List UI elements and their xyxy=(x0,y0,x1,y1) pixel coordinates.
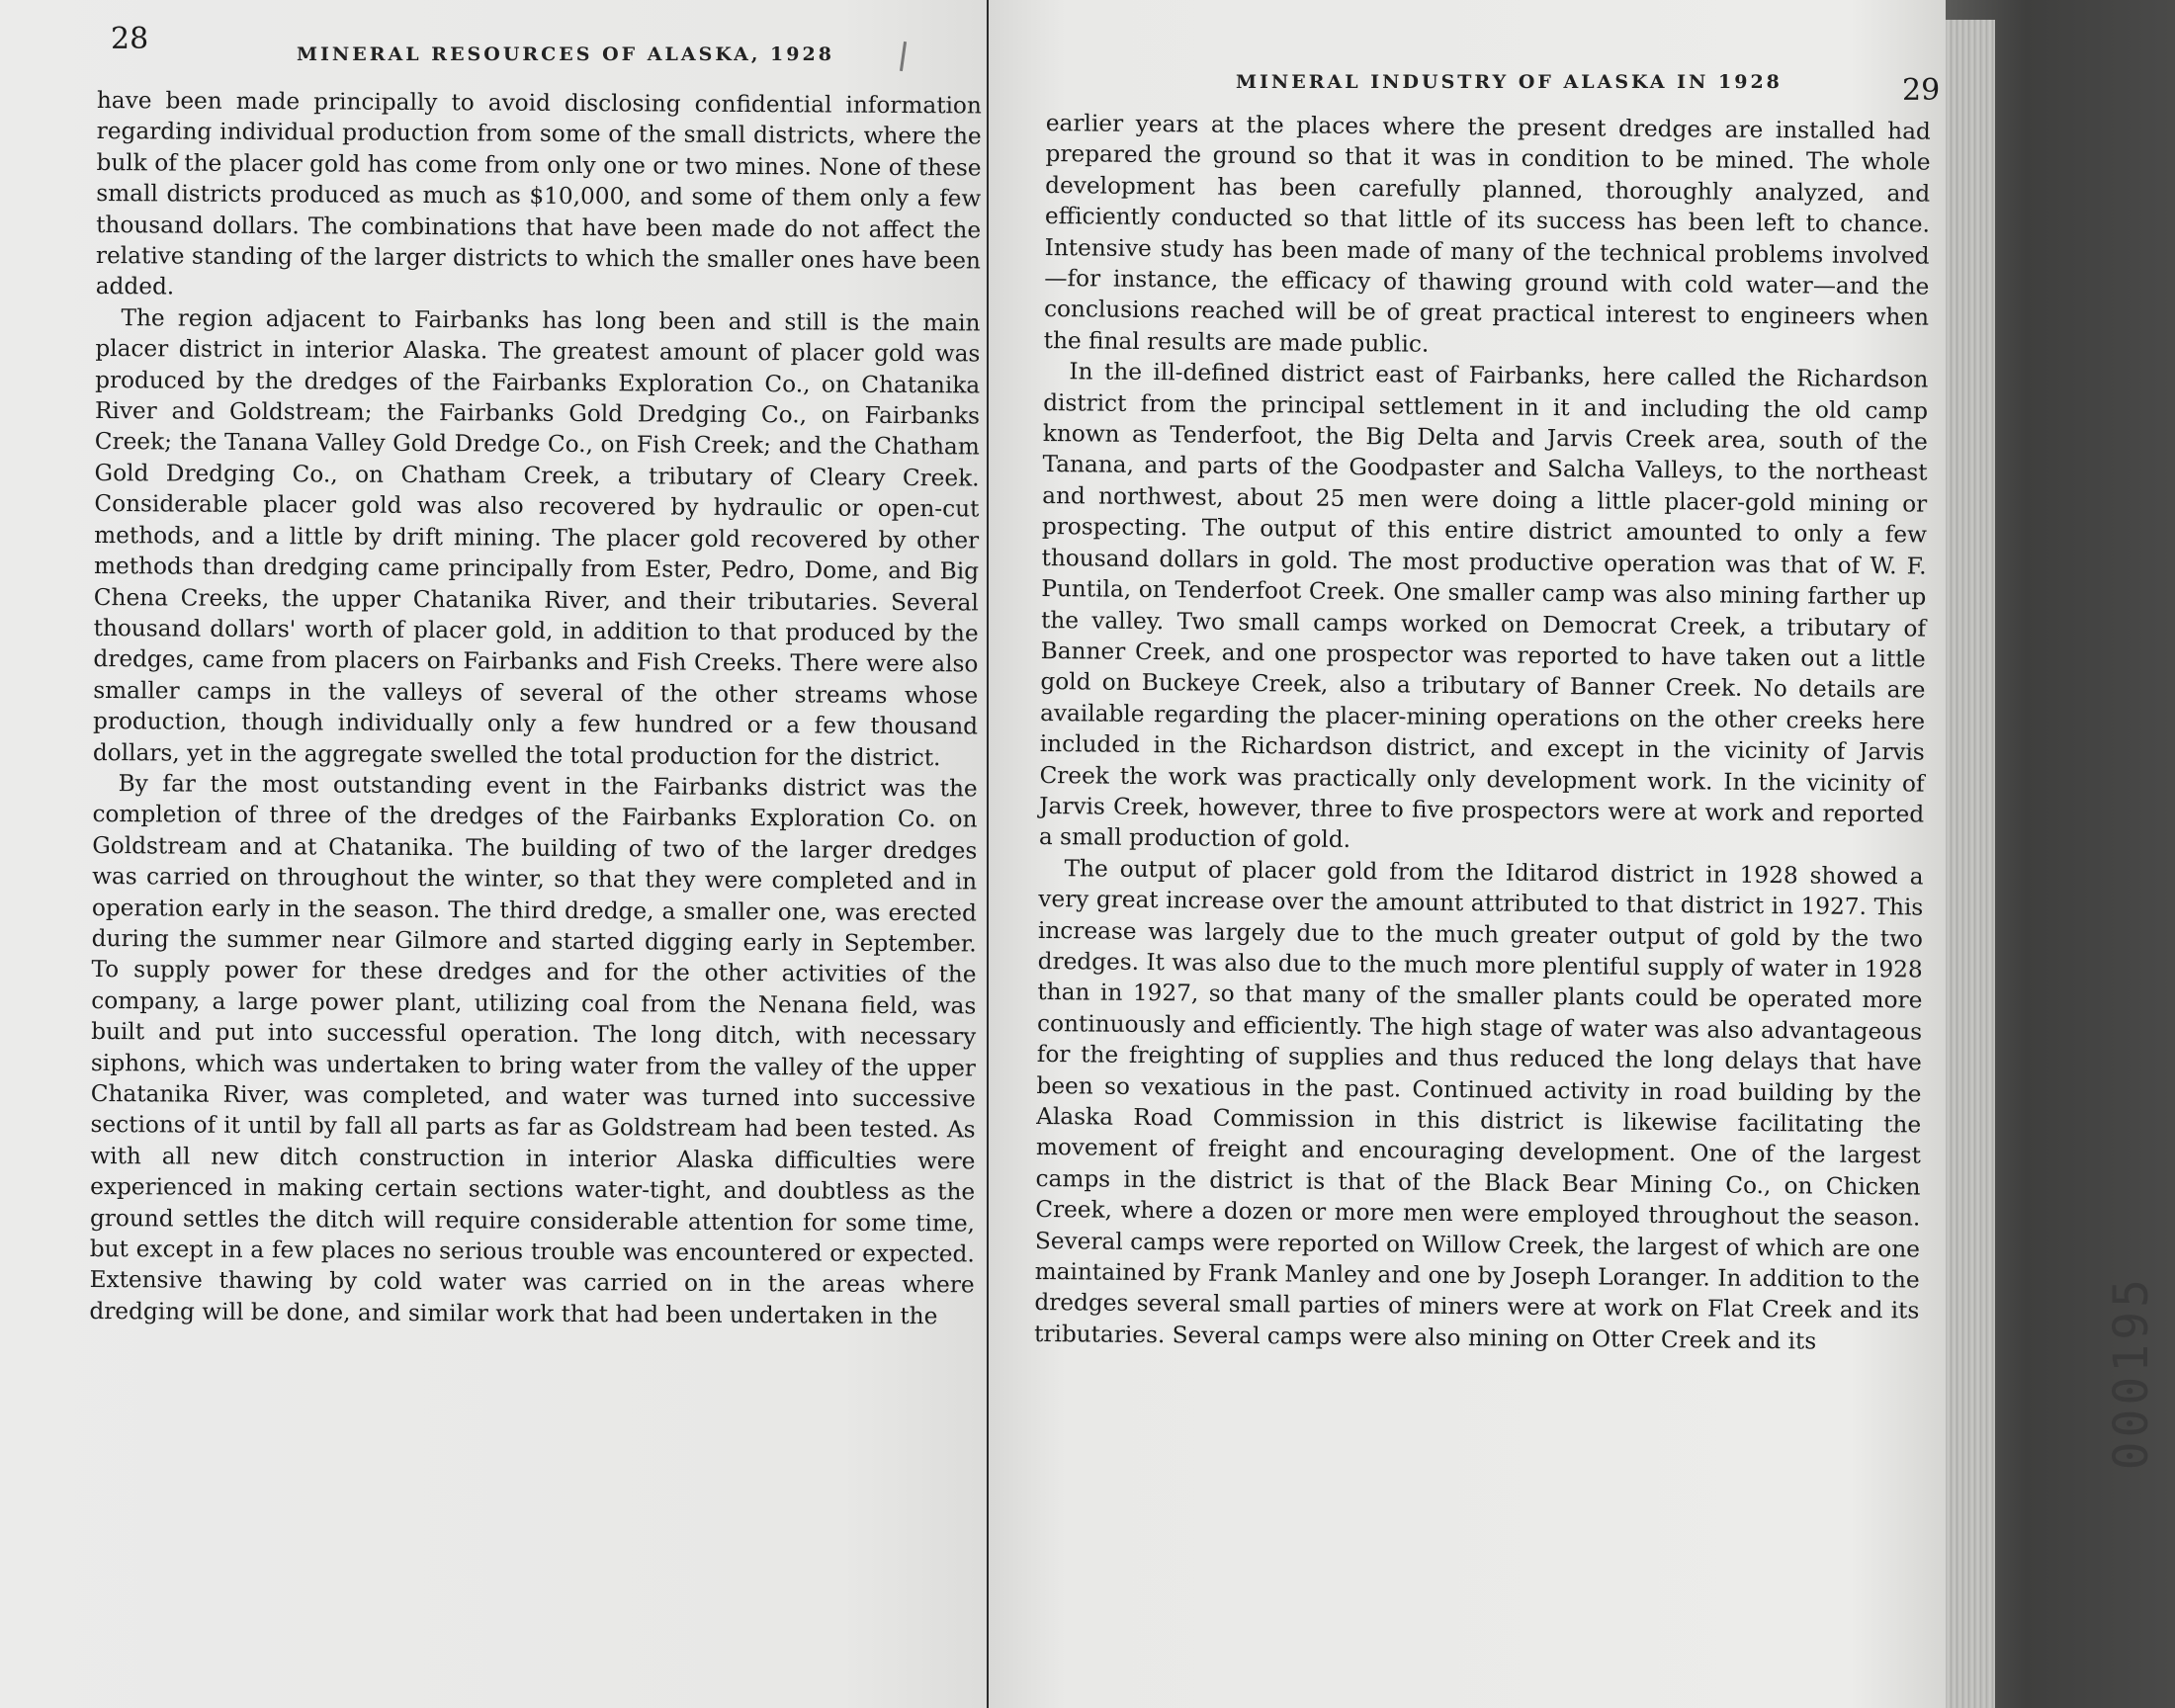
archive-stamp-number: 000195 xyxy=(2104,1275,2159,1471)
left-text-column xyxy=(89,85,982,1332)
right-page-number: 29 xyxy=(1902,73,1941,108)
right-paragraph-1: earlier years at the places where the present dredges are installed had prepared the ground so that it was in condition to be mined. The whole development has been carefully planned, thoroughly analyzed, and efficiently conducted so that little of its success has been left to chance. Intensive study has been made of many of the technical problems involved—for instance, the efficacy of thawing ground with cold water—and the conclusions reached will be of great practical interest to engineers when the final results are made public. xyxy=(1043,109,1931,358)
right-text-column xyxy=(1034,108,1931,1358)
left-paragraph-3: By far the most outstanding event in the Fairbanks district was the completion of three of the dredges of the Fairbanks Exploration Co. on Goldstream and at Chatanika. The building of two of the larger dredges was carried on throughout the winter, so that they were completed and in operation early in the season. The third dredge, a smaller one, was erected during the summer near Gilmore and started digging early in September. To supply power for these dredges and for the other activities of the company, a large power plant, utilizing coal from the Nenana field, was built and put into successful operation. The long ditch, with necessary siphons, which was undertaken to bring water from the valley of the upper Chatanika River, was completed, and water was turned into successive sections of it until by fall all parts as far as Goldstream had been tested. As with all new ditch construction in interior Alaska difficulties were experienced in making certain sections water-tight, and doubtless as the ground settles the ditch will require considerable attention for some time, but except in a few places no serious trouble was encountered or expected. Extensive thawing by cold water was carried on in the areas where dredging will be done, and similar work that had been undertaken in the xyxy=(89,770,978,1330)
left-running-head: MINERAL RESOURCES OF ALASKA, 1928 xyxy=(297,43,834,65)
left-paragraph-1: have been made principally to avoid disclosing confidential information regarding individual production from some of the small districts, where the bulk of the placer gold has come from only one or two mines. None of these small districts produced as much as $10,000, and some of them only a few thousand dollars. The combinations that have been made do not affect the relative standing of the larger districts to which the smaller ones have been added. xyxy=(95,86,982,300)
right-paragraph-3: The output of placer gold from the Iditarod district in 1928 showed a very great increase over the amount attributed to that district in 1927. This increase was largely due to the much greater output of gold by the two dredges. It was also due to the much more plentiful supply of water in 1928 than in 1927, so that many of the smaller plants could be operated more continuously and efficiently. The high stage of water was also advantageous for the freighting of supplies and thus reduced the long delays that have been so vexatious in the past. Continued activity in road building by the Alaska Road Commission in this district is likewise facilitating the movement of freight and encouraging development. One of the largest camps in the district is that of the Black Bear Mining Co., on Chicken Creek, where a dozen or more men were employed throughout the season. Several camps were reported on Willow Creek, the largest of which are one maintained by Frank Manley and one by Joseph Loranger. In addition to the dredges several small parties of miners were at work on Flat Creek and its tributaries. Several camps were also mining on Otter Creek and its xyxy=(1033,854,1924,1355)
right-running-head: MINERAL INDUSTRY OF ALASKA IN 1928 xyxy=(1236,71,1783,93)
pencil-mark xyxy=(900,42,907,71)
page-edges xyxy=(1946,20,1995,1708)
left-page-number: 28 xyxy=(111,22,149,56)
right-paragraph-2: In the ill-defined district east of Fairbanks, here called the Richardson district from the principal settlement in it and including the old camp known as Tenderfoot, the Big Delta and Jarvis Creek area, south of the Tanana, and parts of the Goodpaster and Salcha Valleys, to the northeast and northwest, about 25 men were doing a little placer-gold mining or prospecting. The output of this entire district amounted to only a few thousand dollars in gold. The most productive operation was that of W. F. Puntila, on Tenderfoot Creek. One smaller camp was also mining farther up the valley. Two small camps worked on Democrat Creek, a tributary of Banner Creek, and one prospector was reported to have taken out a little gold on Buckeye Creek, also a tributary of Banner Creek. No details are available regarding the placer-mining operations on the other creeks here included in the Richardson district, and except in the vicinity of Jarvis Creek the work was practically only development work. In the vicinity of Jarvis Creek, however, three to five prospectors were at work and reported a small production of gold. xyxy=(1038,358,1929,854)
left-page xyxy=(0,0,989,1708)
left-paragraph-2: The region adjacent to Fairbanks has long been and still is the main placer district in interior Alaska. The greatest amount of placer gold was produced by the dredges of the Fairbanks Exploration Co., on Chatanika River and Goldstream; the Fairbanks Gold Dredging Co., on Fairbanks Creek; the Tanana Valley Gold Dredge Co., on Fish Creek; and the Chatham Gold Dredging Co., on Chatham Creek, a tributary of Cleary Creek. Considerable placer gold was also recovered by hydraulic or open-cut methods, and a little by drift mining. The placer gold recovered by other methods than dredging came principally from Ester, Pedro, Dome, and Big Chena Creeks, the upper Chatanika River, and their tributaries. Several thousand dollars' worth of placer gold, in addition to that produced by the dredges, came from placers on Fairbanks and Fish Creeks. There were also smaller camps in the valleys of several of the other streams whose production, though individually only a few hundred or a few thousand dollars, yet in the aggregate swelled the total production for the district. xyxy=(92,303,981,771)
